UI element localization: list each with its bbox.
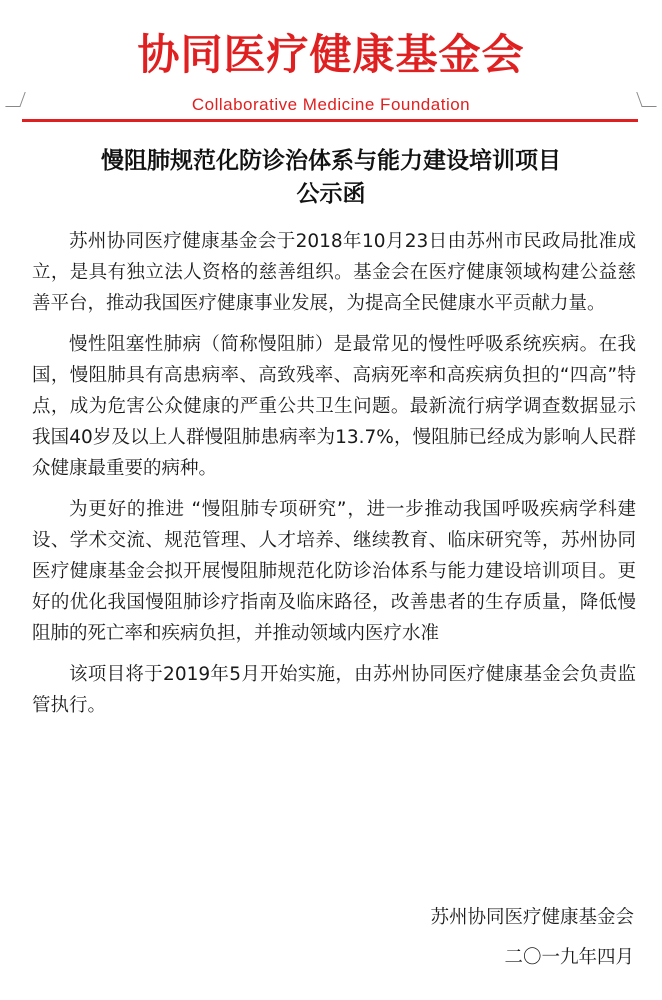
- signature-date: 二〇一九年四月: [504, 947, 634, 968]
- letterhead-divider: [22, 119, 638, 122]
- signature-organization: 苏州协同医疗健康基金会: [430, 907, 634, 928]
- org-name-chinese: 协同医疗健康基金会: [137, 30, 525, 79]
- letterhead: [0, 0, 662, 125]
- paragraph-project-schedule: 该项目将于2019年5月开始实施，由苏州协同医疗健康基金会负责监管执行。: [32, 664, 636, 716]
- title-line-2: 公示函: [296, 181, 366, 207]
- paragraph-project-purpose: 为更好的推进 “慢阻肺专项研究”，进一步推动我国呼吸疾病学科建设、学术交流、规范管理、人才培养、继续教育、临床研究等，苏州协同医疗健康基金会拟开展慢阻肺规范化防诊治体系与能力建设培训项目。更好的优化我国慢阻肺诊疗指南及临床路径，改善患者的生存质量，降低慢阻肺的死亡率和疾病负担，并推动领域内医疗水准: [32, 499, 636, 644]
- signature-block: [430, 902, 634, 973]
- paragraph-foundation-intro: 苏州协同医疗健康基金会于2018年10月23日由苏州市民政局批准成立，是具有独立法人资格的慈善组织。基金会在医疗健康领域构建公益慈善平台，推动我国医疗健康事业发展，为提高全民健康水平贡献力量。: [32, 231, 636, 314]
- paragraph-copd-background: 慢性阻塞性肺病（简称慢阻肺）是最常见的慢性呼吸系统疾病。在我国，慢阻肺具有高患病率、高致残率、高病死率和高疾病负担的“四高”特点，成为危害公众健康的严重公共卫生问题。最新流行病学调查数据显示我国40岁及以上人群慢阻肺患病率为13.7%，慢阻肺已经成为影响人民群众健康最重要的病种。: [32, 334, 636, 479]
- org-name-english: Collaborative Medicine Foundation: [191, 95, 471, 114]
- title-line-1: 慢阻肺规范化防诊治体系与能力建设培训项目: [101, 148, 561, 174]
- document-title: [0, 145, 662, 211]
- document-body: [32, 226, 636, 731]
